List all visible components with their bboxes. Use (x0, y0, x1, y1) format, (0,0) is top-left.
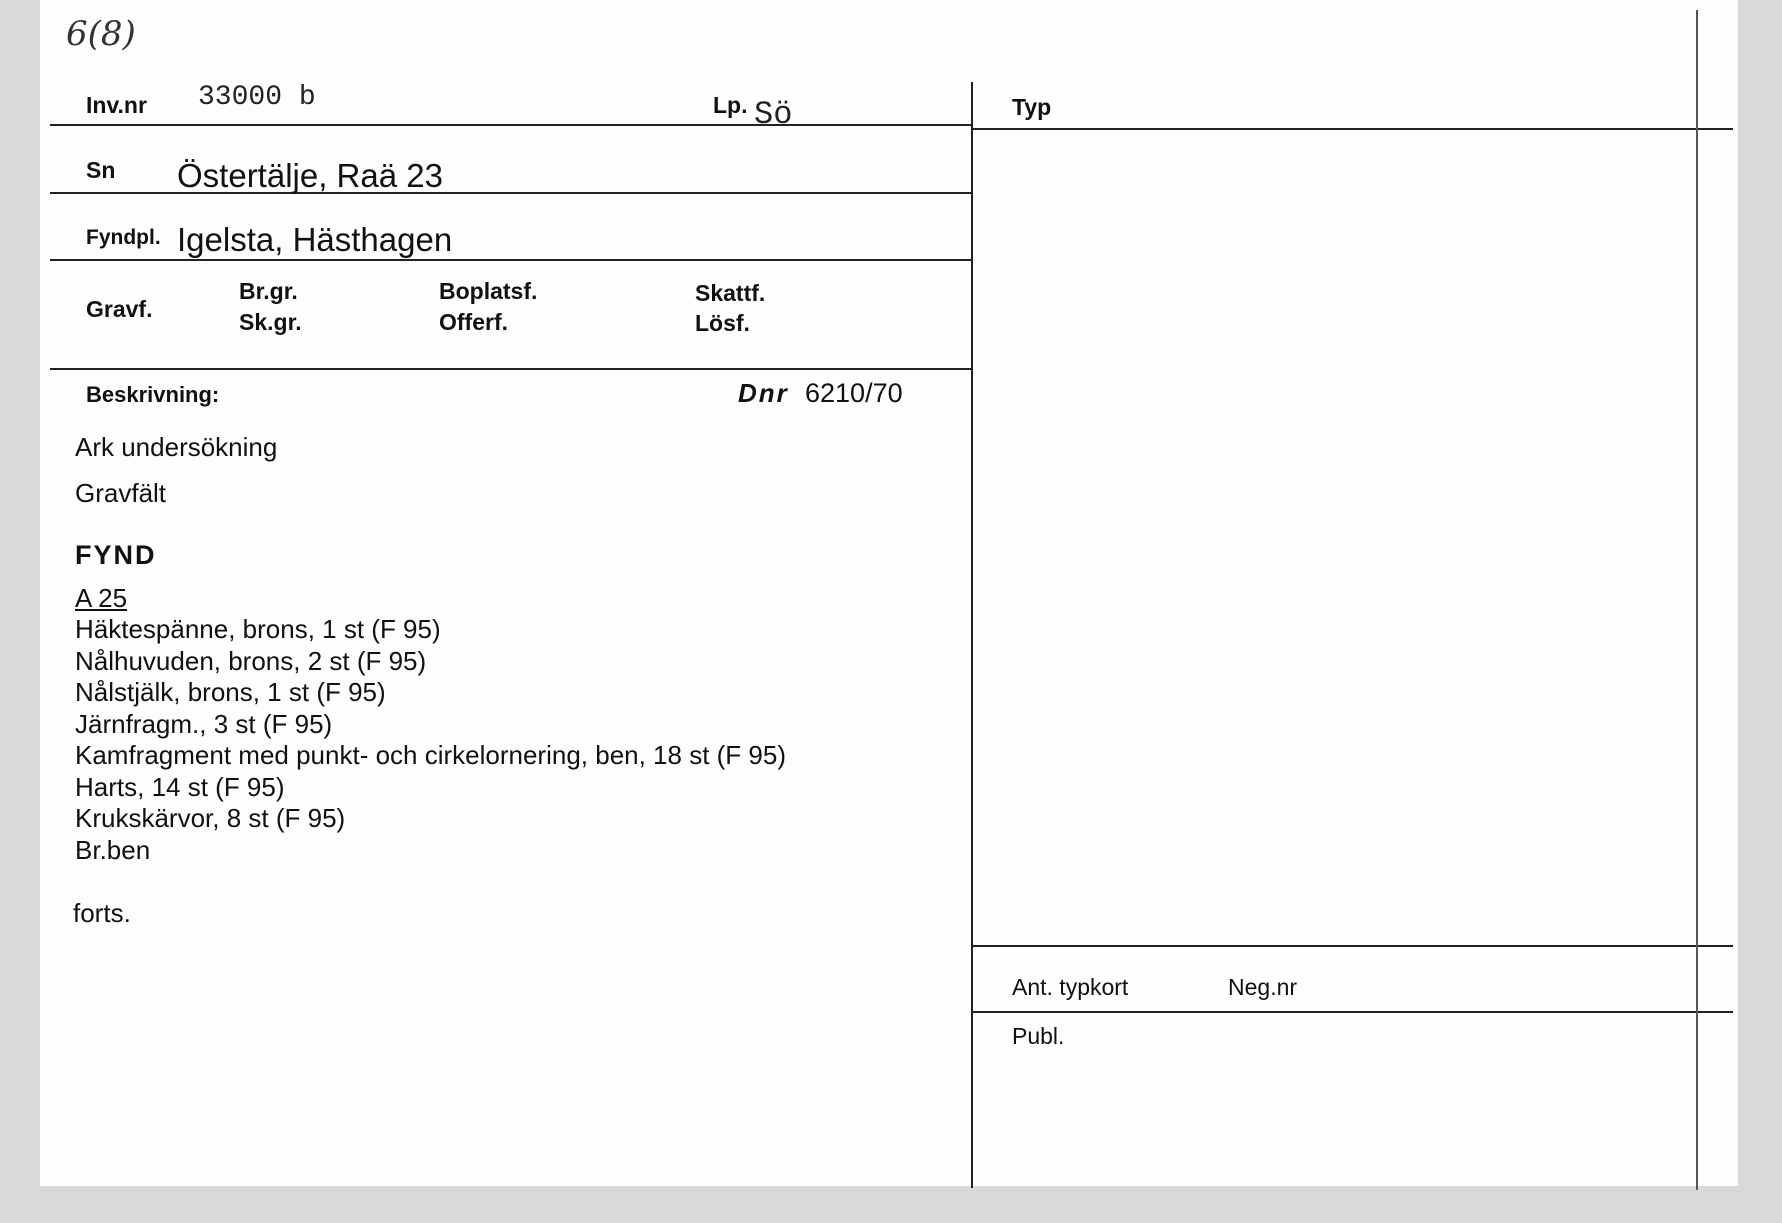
column-divider (971, 82, 973, 1188)
find-item: Br.ben (75, 835, 151, 865)
find-item: Kamfragment med punkt- och cirkelornering, ben, 18 st (F 95) (75, 740, 786, 770)
lp-value: Sö (754, 96, 793, 133)
inv-label: Inv.nr (86, 92, 147, 118)
typ-label: Typ (1012, 94, 1052, 120)
rule-typ (973, 128, 1733, 130)
inv-value: 33000 b (198, 82, 316, 113)
description-line1: Ark undersökning (75, 432, 278, 462)
handwritten-note: 6(8) (66, 14, 136, 54)
anlaggning-label: A 25 (75, 583, 128, 613)
sn-value: Östertälje, Raä 23 (177, 157, 443, 194)
find-item: Nålhuvuden, brons, 2 st (F 95) (75, 646, 427, 676)
rule-ant-top (973, 945, 1733, 947)
find-item: Nålstjälk, brons, 1 st (F 95) (75, 677, 386, 707)
rule-inv (50, 124, 971, 126)
dnr-value: 6210/70 (805, 378, 903, 408)
forts-note: forts. (73, 898, 131, 928)
sn-label: Sn (86, 157, 116, 183)
find-item: Häktespänne, brons, 1 st (F 95) (75, 614, 441, 644)
lp-label: Lp. (713, 92, 748, 118)
neg-nr-label: Neg.nr (1228, 974, 1298, 1000)
losf-label: Lösf. (695, 310, 750, 336)
rule-ant-bottom (973, 1011, 1733, 1013)
dnr-label: Dnr (738, 378, 789, 408)
offerf-label: Offerf. (439, 309, 508, 335)
rule-fyndpl (50, 259, 971, 261)
beskrivning-label: Beskrivning: (86, 382, 220, 407)
fyndpl-label: Fyndpl. (86, 226, 161, 249)
fynd-heading: FYND (75, 540, 157, 570)
right-edge-line (1696, 10, 1698, 1190)
find-item: Harts, 14 st (F 95) (75, 772, 285, 802)
sk-gr-label: Sk.gr. (239, 309, 302, 335)
description-line2: Gravfält (75, 478, 167, 508)
find-item: Krukskärvor, 8 st (F 95) (75, 803, 346, 833)
br-gr-label: Br.gr. (239, 278, 298, 304)
ant-typkort-label: Ant. typkort (1012, 974, 1129, 1000)
publ-label: Publ. (1012, 1023, 1065, 1049)
gravf-label: Gravf. (86, 296, 153, 322)
skattf-label: Skattf. (695, 280, 766, 306)
boplatsf-label: Boplatsf. (439, 278, 538, 304)
rule-category (50, 368, 971, 370)
find-item: Järnfragm., 3 st (F 95) (75, 709, 333, 739)
fyndpl-value: Igelsta, Hästhagen (177, 221, 453, 258)
